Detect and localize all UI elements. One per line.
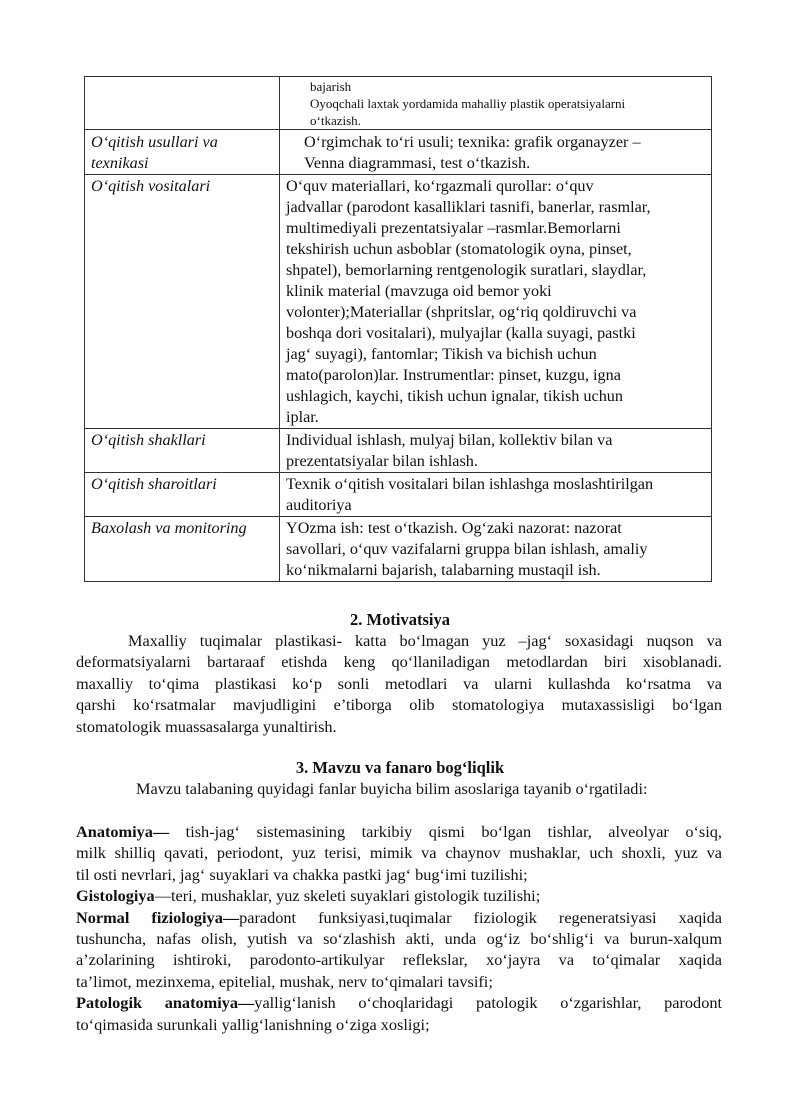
row-value-line: boshqa dori vositalari), mulyajlar (kalla suyagi, pastki [286, 324, 636, 342]
motivation-line: Maxalliy tuqimalar plastikasi- katta bo‘lmagan yuz –jag‘ soxasidagi nuqson va [128, 631, 722, 650]
motivation-line: deformatsiyalarni bartaraaf etishda keng qo‘llaniladigan metodlardan biri xisoblanadi. [76, 652, 722, 672]
intro-line: Mavzu talabaning quyidagi fanlar buyicha bilim asoslariga tayanib o‘rgatiladi: [136, 779, 648, 798]
row-value-line: savollari, o‘quv vazifalarni gruppa bilan ishlash, amaliy [286, 540, 648, 558]
motivation-heading: 2. Motivatsiya [350, 610, 450, 629]
table-row [85, 130, 712, 175]
table-row [85, 77, 712, 130]
row-value-line: Venna diagrammasi, test o‘tkazish. [304, 154, 531, 172]
histology-line: Gistologiya—teri, mushaklar, yuz skeleti suyaklari gistologik tuzilishi; [76, 886, 541, 906]
lesson-info-table [84, 76, 712, 582]
row-label [85, 77, 280, 130]
pathology-term: Patologik anatomiya— [76, 993, 255, 1013]
row-label: O‘qitish vositalari [85, 175, 280, 429]
histology-term: Gistologiya [76, 886, 155, 906]
anatomy-line: Anatomiya— tish-jag‘ sistemasining tarkibiy qismi bo‘lgan tishlar, alveolyar o‘siq, [76, 822, 722, 841]
table-row [85, 175, 712, 429]
table-row [85, 473, 712, 517]
anatomy-line: milk shilliq qavati, periodont, yuz terisi, mimik va chaynov mushaklar, uch shoxli, yuz va [76, 843, 722, 863]
pathology-line: to‘qimasida surunkali yallig‘lanishning o‘ziga xosligi; [76, 1014, 430, 1034]
row-value-line: ushlagich, kaychi, tikish uchun ignalar, tikish uchun [286, 387, 623, 405]
subject-list [76, 821, 722, 1035]
row-label: Baxolash va monitoring [85, 517, 280, 582]
interdisciplinary-intro [76, 778, 722, 799]
row-value-line: klinik material (mavzuga oid bemor yoki [286, 282, 552, 300]
motivation-line: qarshi ko‘rsatmalar mavjudligini e’tiborga olib stomatologiya mutaxassisligi bo‘lgan [76, 695, 722, 715]
row-value-line: ko‘nikmalarni bajarish, talabarning mustaqil ish. [286, 561, 601, 579]
row-value-line: volonter);Materiallar (shpritslar, og‘riq qoldiruvchi va [286, 303, 637, 321]
row-value-line: Individual ishlash, mulyaj bilan, kollektiv bilan va [286, 431, 613, 449]
interdisciplinary-heading: 3. Mavzu va fanaro bog‘liqlik [295, 758, 505, 777]
physiology-line: tushuncha, nafas olish, yutish va so‘zlashish akti, unda og‘iz bo‘shlig‘i va burun-xalqum [76, 929, 722, 949]
physiology-line: Normal fiziologiya—paradont funksiyasi,tuqimalar fiziologik regeneratsiyasi xaqida [76, 907, 722, 927]
row-value-line: O‘quv materiallari, ko‘rgazmali qurollar: o‘quv [286, 177, 594, 195]
row-value-line: jag‘ suyagi), fantomlar; Tikish va bichish uchun [286, 345, 597, 363]
row-value-line: YOzma ish: test o‘tkazish. Og‘zaki nazorat: nazorat [286, 519, 622, 537]
row-value [280, 130, 712, 175]
row-label: O‘qitish usullari va texnikasi [85, 130, 280, 175]
row-value [280, 77, 712, 130]
motivation-line: stomatologik muassasalarga yunaltirish. [76, 716, 337, 736]
motivation-paragraph [76, 630, 722, 737]
anatomy-line: til osti nevrlari, jag‘ suyaklari va chakka pastki jag‘ bug‘imi tuzilishi; [76, 864, 528, 884]
table-row [85, 429, 712, 473]
row-value-line: jadvallar (parodont kasalliklari tasnifi, banerlar, rasmlar, [286, 198, 651, 216]
row-value-line: Oyoqchali laxtak yordamida mahalliy plastik operatsiyalarni [310, 96, 626, 111]
row-value-line: iplar. [286, 408, 319, 426]
row-label: O‘qitish shakllari [85, 429, 280, 473]
row-value-line: shpatel), bemorlarning rentgenologik suratlari, slaydlar, [286, 261, 647, 279]
physiology-line: ta’limot, mezinxema, epitelial, mushak, nerv to‘qimalari tavsifi; [76, 971, 493, 991]
table-row [85, 517, 712, 582]
row-value-line: Texnik o‘qitish vositalari bilan ishlashga moslashtirilgan [286, 475, 654, 493]
row-value-line: multimediyali prezentatsiyalar –rasmlar.Bemorlarni [286, 219, 621, 237]
anatomy-term: Anatomiya— [76, 822, 170, 841]
row-label: O‘qitish sharoitlari [85, 473, 280, 517]
row-value-line: auditoriya [286, 496, 352, 514]
motivation-line: maxalliy to‘qima plastikasi ko‘p sonli metodlari va ularni kullashda ko‘rsatma va [76, 673, 722, 693]
row-value-line: prezentatsiyalar bilan ishlash. [286, 452, 478, 470]
row-value [280, 473, 712, 517]
physiology-line: a’zolarining ishtiroki, parodonto-artikulyar reflekslar, xo‘jayra va to‘qimalar xaqida [76, 950, 722, 970]
row-value-line: O‘rgimchak to‘ri usuli; texnika: grafik organayzer – [304, 133, 641, 151]
pathology-line: Patologik anatomiya—yallig‘lanish o‘choqlaridagi patologik o‘zgarishlar, parodont [76, 993, 722, 1013]
row-value [280, 517, 712, 582]
row-value [280, 175, 712, 429]
row-value-line: mato(parolon)lar. Instrumentlar: pinset, kuzgu, igna [286, 366, 621, 384]
row-value-line: bajarish [310, 79, 352, 94]
physiology-term: Normal fiziologiya— [76, 907, 240, 927]
row-value-line: tekshirish uchun asboblar (stomatologik oyna, pinset, [286, 240, 632, 258]
row-value [280, 429, 712, 473]
row-value-line: o‘tkazish. [310, 113, 361, 128]
